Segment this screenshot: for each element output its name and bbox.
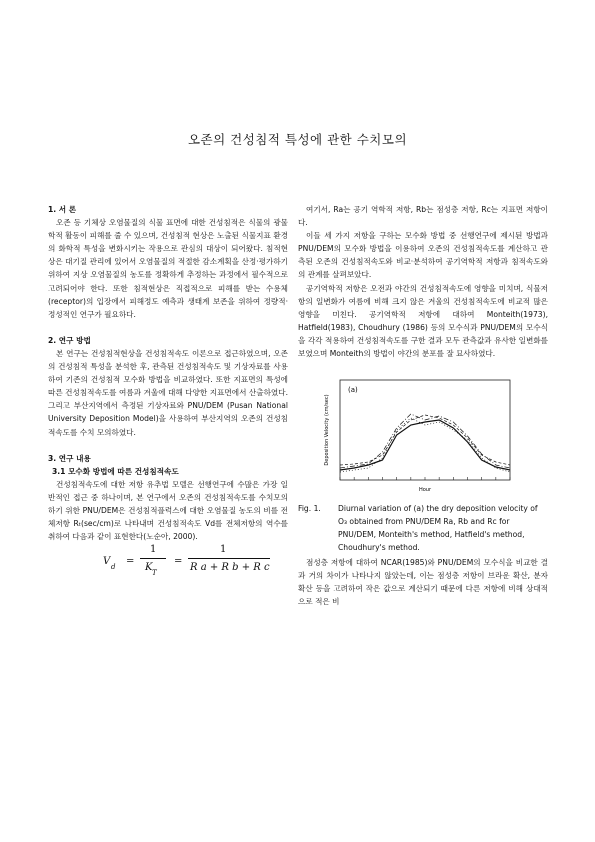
eq-den-2: R a + R b + R c <box>190 562 270 574</box>
eq-lhs-sub: d <box>111 563 116 572</box>
section-3-subheading: 3.1 모수화 방법에 따른 건성침적속도 <box>52 466 179 476</box>
panel-label: (a) <box>348 386 358 395</box>
section-3-heading: 3. 연구 내용 <box>48 453 91 463</box>
chart-svg <box>298 374 548 494</box>
eq-lhs: V <box>103 556 111 568</box>
eq-equals-2: = <box>174 556 183 568</box>
right-p4: 점성층 저항에 대하여 NCAR(1985)와 PNU/DEM의 모수식을 비교한 결과 거의 차이가 나타나지 않았는데, 이는 점성층 저항이 브라운 확산, 분자 확산 등을 고려하여 작은 값으로 계산되기 때문에 다른 저항에 비해 상대적으로 적은 비 <box>298 558 548 607</box>
section-1-heading: 1. 서 론 <box>48 205 77 214</box>
equation <box>48 543 288 585</box>
series-line-3 <box>340 418 510 472</box>
eq-den-1-sub: T <box>152 569 157 578</box>
right-p3: 공기역학적 저항은 오전과 야간의 건성침적속도에 영향을 미치며, 식물저항의 일변화가 여름에 비해 크지 않은 겨울의 건성침적속도에 비교적 많은 영향을 미친다. 공기역학적 저항에 대하여 Monteith(1973), Hatfield(1983), Choudhury (1986) 등의 모수식과 PNU/DEM의 모수식을 각각 적용하여 건성침적속도를 구한 결과 모두 관측값과 유사한 일변화를 보였으며 Monteith의 방법이 야간의 분포를 잘 묘사하였다. <box>298 283 548 359</box>
section-2-text: 본 연구는 건성침적현상을 건성침적속도 이론으로 접근하였으며, 오존의 건성침적 특성을 분석한 후, 관측된 건성침적속도 및 기상자료를 사용하여 기존의 건성침적 모수화 방법을 비교하였다. 또한 지표면의 특성에 따른 건성침적속도를 여름과 겨울에 대해 다양한 지표면에서 산출하였다. 그리고 부산지역에서 측정된 기상자료와 PNU/DEM (Pusan National University Deposition Model)을 사용하여 부산지역의 오존의 건성침적속도를 수치 모의하였다. <box>48 348 288 437</box>
section-1-text: 오존 등 기체상 오염물질의 식물 표면에 대한 건성침적은 식물의 광물학적 활동이 피해를 줄 수 있으며, 건성침적 현상은 노출된 식물지표 환경의 화학적 특성을 변화시키는 작용으로 관심의 대상이 되어왔다. 침적현상은 대기질 관리에 있어서 오염물질의 적절한 감소계획을 산정·평가하기 위하여 지상 오염물질의 농도를 정확하게 추정하는 과정에서 필수적으로 고려되어야 한다. 또한 침적현상은 직접적으로 피해를 받는 수용체(receptor)의 입장에서 피해정도 예측과 생태계 보존을 위하여 정량적·정성적인 연구가 필요하다. <box>48 218 288 319</box>
caption-text: Diurnal variation of (a) the dry deposition velocity of O₃ obtained from PNU/DEM Ra, Rb and Rc for PNU/DEM, Monteith's method, Hatfield's method, Choudhury's method. <box>338 504 538 553</box>
section-3-text: 건성침적속도에 대한 저항 유추법 모델은 선행연구에 수많은 가장 일반적인 접근 중 하나이며, 본 연구에서 오존의 건성침적속도를 수치모의하기 위한 PNU/DEM은 건성침적플럭스에 대한 오염물질 농도의 비를 전체저항 Rₜ(sec/cm)로 나타내며 건성침적속도 Vd를 전체저항의 역수를 취하여 다음과 같이 표현한다(노순아, 2000). <box>48 479 288 542</box>
section-2-heading: 2. 연구 방법 <box>48 335 91 345</box>
right-p1: 여기서, Ra는 공기 역학적 저항, Rb는 점성층 저항, Rc는 지표면 저항이다. <box>298 205 548 228</box>
y-axis-label: Deposition Velocity (cm/sec) <box>324 394 330 466</box>
eq-den-1: K <box>145 562 153 574</box>
page-title: 오존의 건성침적 특성에 관한 수치모의 <box>187 132 408 147</box>
right-column <box>298 203 548 609</box>
right-p2: 이들 세 가지 저항을 구하는 모수화 방법 중 선행연구에 제시된 방법과 PNU/DEM의 모수화 방법을 이용하여 오존의 건성침적속도를 계산하고 관측된 오존의 건성침적속도와 비교·분석하여 공기역학적 저항과 침적속도와의 관계를 살펴보았다. <box>298 231 548 280</box>
eq-num-1: 1 <box>150 544 157 556</box>
x-axis-label: Hour <box>418 487 432 494</box>
figure-caption <box>298 502 548 554</box>
caption-label: Fig. 1. <box>298 504 321 514</box>
eq-num-2: 1 <box>220 544 227 556</box>
eq-equals: = <box>126 556 135 568</box>
left-column <box>48 203 288 585</box>
figure-1-chart <box>298 374 548 494</box>
